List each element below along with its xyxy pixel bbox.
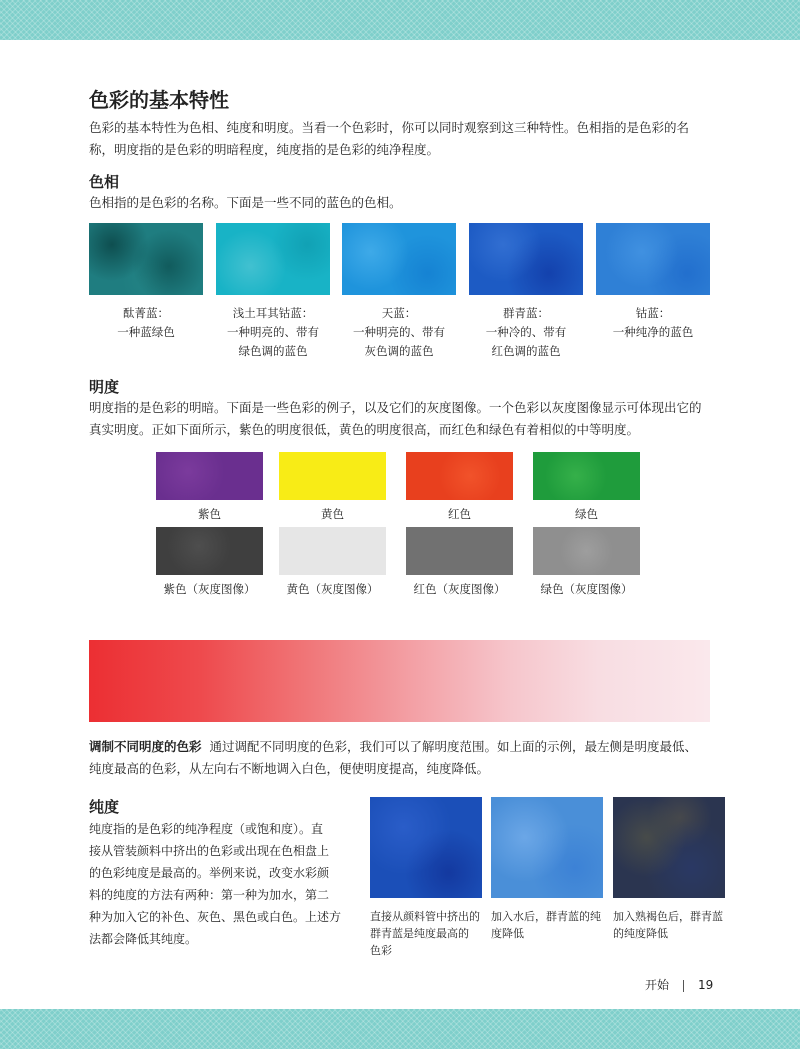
- gradient-caption-title: 调制不同明度的色彩: [89, 739, 202, 754]
- phthalo-blue-swatch: [89, 223, 203, 295]
- caption-line: 酞菁蓝：: [123, 306, 169, 320]
- saturation-heading: 纯度: [89, 798, 120, 816]
- caption-line: 灰色调的蓝色: [364, 344, 434, 358]
- saturation-caption: [491, 908, 609, 942]
- hue-caption: [462, 304, 590, 361]
- saturation-desc-line: 种为加入它的补色、灰色、黑色或白色。上述方: [89, 910, 342, 924]
- diluted-ultramarine-swatch: [491, 797, 603, 898]
- hue-caption: [89, 304, 203, 342]
- turquoise-cobalt-swatch: [216, 223, 330, 295]
- saturation-desc-line: 的色彩纯度是最高的。举例来说，改变水彩颜: [89, 866, 330, 880]
- value-description: [89, 397, 729, 441]
- gradient-caption-line: 纯度最高的色彩，从左向右不断地调入白色，便使明度提高，纯度降低。: [89, 761, 490, 776]
- hue-caption: [589, 304, 717, 342]
- caption-line: 一种明亮的、带有: [353, 325, 445, 339]
- value-heading: 明度: [89, 378, 120, 396]
- grayscale-label: 紫色（灰度图像）: [163, 582, 256, 596]
- caption-line: 加入熟褐色后，群青蓝: [613, 910, 723, 923]
- page-title: 色彩的基本特性: [89, 88, 229, 112]
- brown-mixed-ultramarine-swatch: [613, 797, 725, 898]
- saturation-caption: [613, 908, 731, 942]
- cobalt-blue-swatch: [596, 223, 710, 295]
- saturation-description: [89, 818, 361, 950]
- intro-paragraph: [89, 117, 729, 161]
- yellow-grayscale-swatch: [279, 527, 386, 575]
- ultramarine-blue-swatch: [469, 223, 583, 295]
- caption-line: 群青蓝：: [503, 306, 549, 320]
- hue-heading: 色相: [89, 173, 120, 191]
- color-label: 紫色: [198, 507, 221, 521]
- caption-line: 度降低: [491, 927, 524, 940]
- grayscale-label: 黄色（灰度图像）: [286, 582, 379, 596]
- caption-line: 天蓝：: [381, 306, 417, 320]
- caption-line: 加入水后，群青蓝的纯: [491, 910, 601, 923]
- saturation-desc-line: 接从管装颜料中挤出的色彩或出现在色相盘上: [89, 844, 330, 858]
- page-footer: [645, 976, 713, 993]
- grayscale-label: 红色（灰度图像）: [413, 582, 506, 596]
- saturation-caption: [370, 908, 488, 959]
- color-label: 红色: [448, 507, 471, 521]
- saturation-desc-line: 法都会降低其纯度。: [89, 932, 198, 946]
- hue-description: 色相指的是色彩的名称。下面是一些不同的蓝色的色相。: [89, 195, 402, 210]
- value-desc-line: 明度指的是色彩的明暗。下面是一些色彩的例子，以及它们的灰度图像。一个色彩以灰度图像显示可体现出它的: [89, 400, 702, 415]
- caption-line: 一种冷的、带有: [485, 325, 567, 339]
- green-swatch: [533, 452, 640, 500]
- grayscale-label: 绿色（灰度图像）: [540, 582, 633, 596]
- page-number: 19: [698, 978, 714, 992]
- intro-line: 称，明度指的是色彩的明暗程度，纯度指的是色彩的纯净程度。: [89, 142, 440, 157]
- caption-line: 浅土耳其钴蓝：: [232, 306, 314, 320]
- hue-caption: [335, 304, 463, 361]
- footer-divider: [683, 980, 684, 992]
- caption-line: 一种纯净的蓝色: [612, 325, 694, 339]
- caption-line: 一种明亮的、带有: [227, 325, 319, 339]
- gradient-caption-text: 通过调配不同明度的色彩，我们可以了解明度范围。如上面的示例，最左侧是明度最低、: [209, 739, 697, 754]
- color-label: 绿色: [575, 507, 598, 521]
- intro-line: 色彩的基本特性为色相、纯度和明度。当看一个色彩时，你可以同时观察到这三种特性。色相指的是色彩的名: [89, 120, 690, 135]
- bottom-decorative-band: [0, 1009, 800, 1049]
- pure-ultramarine-swatch: [370, 797, 482, 898]
- footer-section: 开始: [645, 978, 670, 992]
- saturation-desc-line: 纯度指的是色彩的纯净程度（或饱和度）。直: [89, 822, 324, 836]
- caption-line: 直接从颜料管中挤出的: [370, 910, 480, 923]
- red-swatch: [406, 452, 513, 500]
- gradient-caption: [89, 736, 729, 780]
- top-decorative-band: [0, 0, 800, 40]
- purple-grayscale-swatch: [156, 527, 263, 575]
- value-gradient-strip: [89, 640, 710, 722]
- purple-swatch: [156, 452, 263, 500]
- caption-line: 一种蓝绿色: [117, 325, 175, 339]
- hue-caption: [209, 304, 337, 361]
- caption-line: 钴蓝：: [635, 306, 671, 320]
- saturation-desc-line: 料的纯度的方法有两种：第一种为加水，第二: [89, 888, 330, 902]
- yellow-swatch: [279, 452, 386, 500]
- caption-line: 红色调的蓝色: [491, 344, 561, 358]
- gradient-caption-line: [89, 736, 729, 758]
- green-grayscale-swatch: [533, 527, 640, 575]
- caption-line: 绿色调的蓝色: [238, 344, 308, 358]
- color-label: 黄色: [321, 507, 344, 521]
- red-grayscale-swatch: [406, 527, 513, 575]
- cerulean-blue-swatch: [342, 223, 456, 295]
- value-desc-line: 真实明度。正如下面所示，紫色的明度很低，黄色的明度很高，而红色和绿色有着相似的中等明度。: [89, 422, 640, 437]
- caption-line: 色彩: [370, 944, 392, 957]
- caption-line: 群青蓝是纯度最高的: [370, 927, 469, 940]
- caption-line: 的纯度降低: [613, 927, 668, 940]
